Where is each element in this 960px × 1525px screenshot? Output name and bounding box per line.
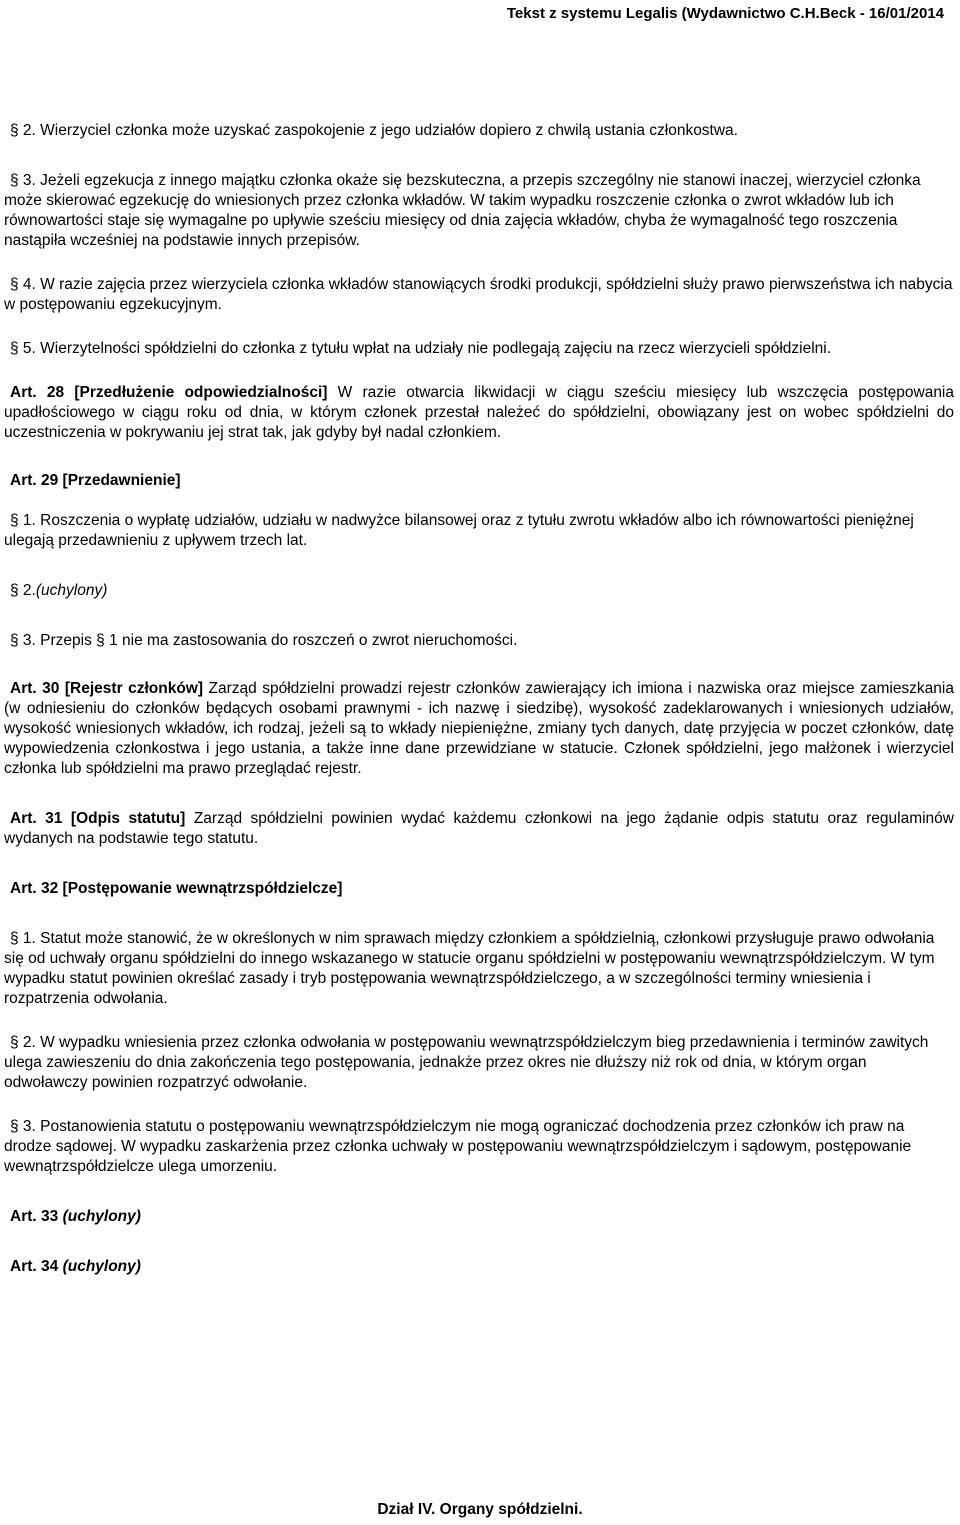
art27-paragraph-5: § 5. Wierzytelności spółdzielni do członka z tytułu wpłat na udziały nie podlegają zajęciu na rzecz wierzycieli spółdzielni. (10, 340, 832, 357)
art29-paragraph-3: § 3. Przepis § 1 nie ma zastosowania do roszczeń o zwrot nieruchomości. (10, 632, 518, 649)
art32-paragraph-1: § 1. Statut może stanowić, że w określonych w nim sprawach między członkiem a spółdzielnią, członkowi przysługuje prawo odwołania się od uchwały organu spółdzielni do innego wskazanego w statucie organu spółdzielni w postępowaniu wewnątrzspółdzielczym. W tym wypadku statut powinien określać zasady i tryb postępowania wewnątrzspółdzielczego, a w szczególności terminy wniesienia i rozpatrzenia odwołania. (4, 930, 935, 1007)
document-body (4, 121, 954, 1307)
art31-heading: Art. 31 [Odpis statutu] (10, 810, 186, 827)
art29-heading: Art. 29 [Przedawnienie] (10, 472, 181, 489)
art27-paragraph-2: § 2. Wierzyciel członka może uzyskać zaspokojenie z jego udziałów dopiero z chwilą ustania członkostwa. (10, 122, 738, 139)
art30-article (4, 679, 954, 779)
art32-paragraph-3: § 3. Postanowienia statutu o postępowaniu wewnątrzspółdzielczym nie mogą ograniczać dochodzenia przez członków ich praw na drodze sądowej. W wypadku zaskarżenia przez członka uchwały w postępowaniu wewnątrzspółdzielczym i sądowym, postępowanie wewnątrzspółdzielcze ulega umorzeniu. (4, 1118, 912, 1175)
art28-heading: Art. 28 [Przedłużenie odpowiedzialności] (10, 384, 328, 401)
art32-heading: Art. 32 [Postępowanie wewnątrzspółdzielcze] (10, 880, 343, 897)
art33-repealed: (uchylony) (62, 1208, 141, 1225)
art27-paragraph-3: § 3. Jeżeli egzekucja z innego majątku członka okaże się bezskuteczna, a przepis szczególny nie stanowi inaczej, wierzyciel członka może skierować egzekucję do wniesionych przez członka wkładów. W takim wypadku roszczenie członka o zwrot wkładów lub ich równowartości staje się wymagalne po upływie sześciu miesięcy od dnia zajęcia wkładów, chyba że wymagalność tego roszczenia nastąpiła wcześniej na podstawie innych przepisów. (4, 172, 921, 249)
source-header: Tekst z systemu Legalis (Wydawnictwo C.H.Beck - 16/01/2014 (506, 5, 944, 22)
art28-article (4, 383, 954, 443)
art34-repealed: (uchylony) (62, 1258, 141, 1275)
art29-paragraph-2-repealed: (uchylony) (35, 582, 108, 599)
art30-heading: Art. 30 [Rejestr członków] (10, 680, 204, 697)
art32-paragraph-2: § 2. W wypadku wniesienia przez członka odwołania w postępowaniu wewnątrzspółdzielczym bieg przedawnienia i terminów zawitych ulega zawieszeniu do dnia zakończenia tego postępowania, jednakże przez okres nie dłuższy niż rok od dnia, w którym organ odwoławczy powinien rozpatrzyć odwołanie. (4, 1034, 929, 1091)
art29-paragraph-2-number: § 2. (10, 582, 36, 599)
art28-text: W razie otwarcia likwidacji w ciągu sześciu miesięcy lub wszczęcia postępowania upadłościowego w ciągu roku od dnia, w którym członek przestał należeć do spółdzielni, obowiązany jest on wobec spółdzielni do uczestniczenia w pokrywaniu jej strat tak, jak gdyby był nadal członkiem. (4, 384, 954, 441)
art31-article (4, 809, 954, 849)
art29-paragraph-2 (4, 581, 954, 601)
art33-number: Art. 33 (10, 1208, 59, 1225)
art29-paragraph-1: § 1. Roszczenia o wypłatę udziałów, udziału w nadwyżce bilansowej oraz z tytułu zwrotu wkładów albo ich równowartości pieniężnej ulegają przedawnieniu z upływem trzech lat. (4, 512, 914, 549)
art33-article (4, 1207, 954, 1227)
art30-text: Zarząd spółdzielni prowadzi rejestr członków zawierający ich imiona i nazwiska oraz miejsce zamieszkania (w odniesieniu do członków będących osobami prawnymi - ich nazwę i siedzibę), wysokość zadeklarowanych i wniesionych udziałów, wysokość wniesionych wkładów, ich rodzaj, jeżeli są to wkłady niepieniężne, zmiany tych danych, datę przyjęcia w poczet członków, datę wypowiedzenia członkostwa i jego ustania, a także inne dane przewidziane w statucie. Członek spółdzielni, jego małżonek i wierzyciel członka lub spółdzielni ma prawo przeglądać rejestr. (4, 680, 954, 777)
art34-number: Art. 34 (10, 1258, 59, 1275)
section-title: Dział IV. Organy spółdzielni. (377, 1501, 583, 1518)
art31-text: Zarząd spółdzielni powinien wydać każdemu członkowi na jego żądanie odpis statutu oraz regulaminów wydanych na podstawie tego statutu. (4, 810, 954, 847)
art27-paragraph-4: § 4. W razie zajęcia przez wierzyciela członka wkładów stanowiących środki produkcji, spółdzielni służy prawo pierwszeństwa ich nabycia w postępowaniu egzekucyjnym. (4, 276, 953, 313)
art34-article (4, 1257, 954, 1277)
